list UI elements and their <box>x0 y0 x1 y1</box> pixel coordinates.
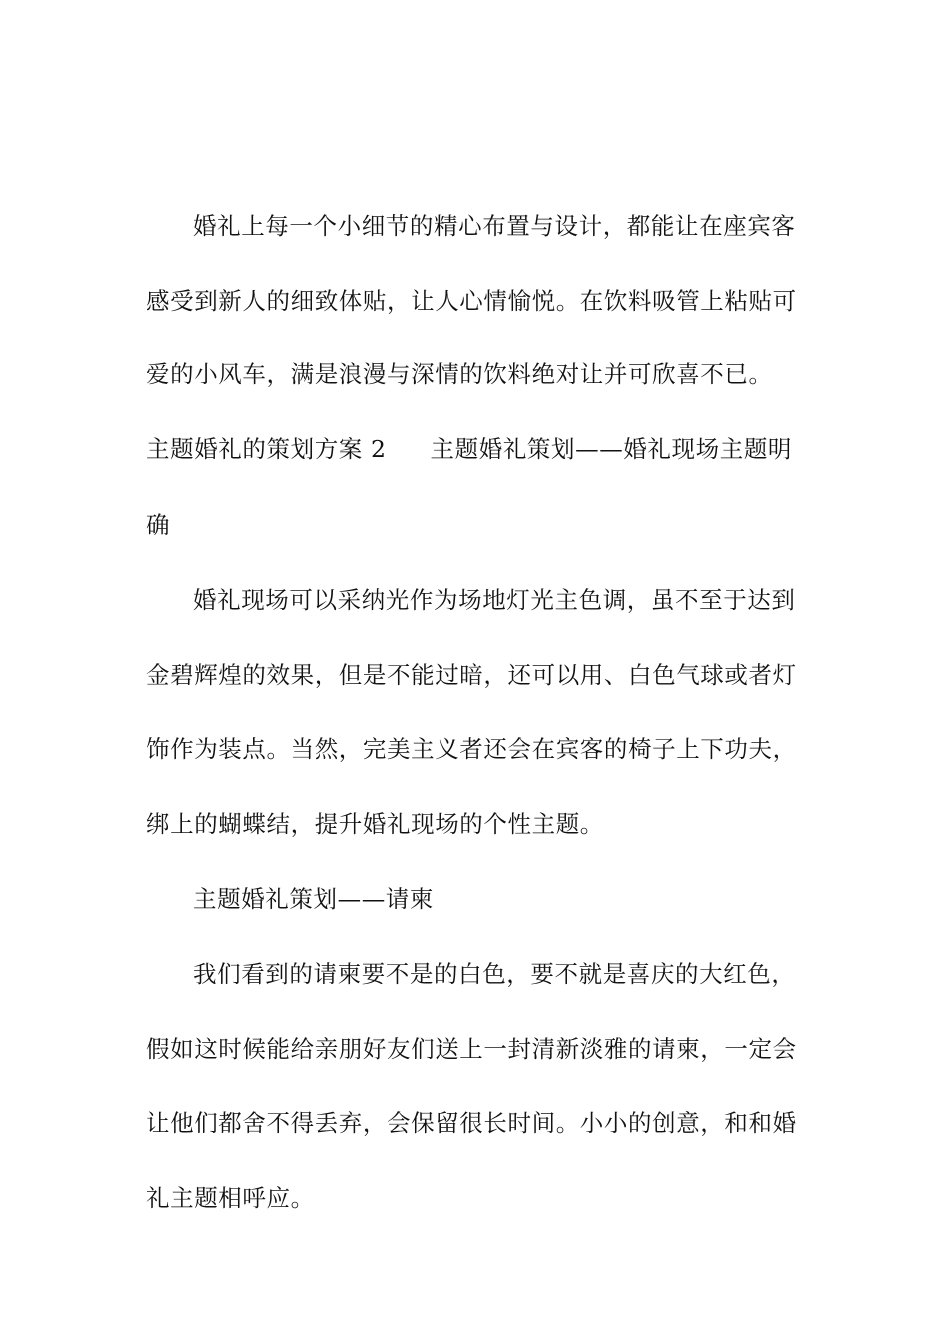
section-title-continuation: 确 <box>146 511 171 539</box>
heading-line <box>146 433 806 465</box>
section-title: 主题婚礼策划——婚礼现场主题明 <box>430 435 793 463</box>
document-title: 主题婚礼的策划方案 2 <box>146 435 387 463</box>
paragraph-2-line-1: 婚礼现场可以采纳光作为场地灯光主色调，虽不至于达到 <box>193 586 796 614</box>
paragraph-2-line-3: 饰作为装点。当然，完美主义者还会在宾客的椅子上下功夫， <box>146 735 797 763</box>
paragraph-3-line-1: 我们看到的请柬要不是的白色，要不就是喜庆的大红色， <box>193 960 796 988</box>
paragraph-1-line-1: 婚礼上每一个小细节的精心布置与设计，都能让在座宾客 <box>193 212 796 240</box>
paragraph-2-line-4: 绑上的蝴蝶结，提升婚礼现场的个性主题。 <box>146 810 604 838</box>
paragraph-1-line-3: 爱的小风车，满是浪漫与深情的饮料绝对让并可欣喜不已。 <box>146 360 773 388</box>
paragraph-1-line-2: 感受到新人的细致体贴，让人心情愉悦。在饮料吸管上粘贴可 <box>146 287 797 315</box>
paragraph-3-line-2: 假如这时候能给亲朋好友们送上一封清新淡雅的请柬，一定会 <box>146 1035 797 1063</box>
paragraph-2-line-2: 金碧辉煌的效果，但是不能过暗，还可以用、白色气球或者灯 <box>146 661 797 689</box>
subheading-invitation: 主题婚礼策划——请柬 <box>193 885 434 913</box>
paragraph-3-line-3: 让他们都舍不得丢弃，会保留很长时间。小小的创意，和和婚 <box>146 1109 797 1137</box>
paragraph-3-line-4: 礼主题相呼应。 <box>146 1184 315 1212</box>
